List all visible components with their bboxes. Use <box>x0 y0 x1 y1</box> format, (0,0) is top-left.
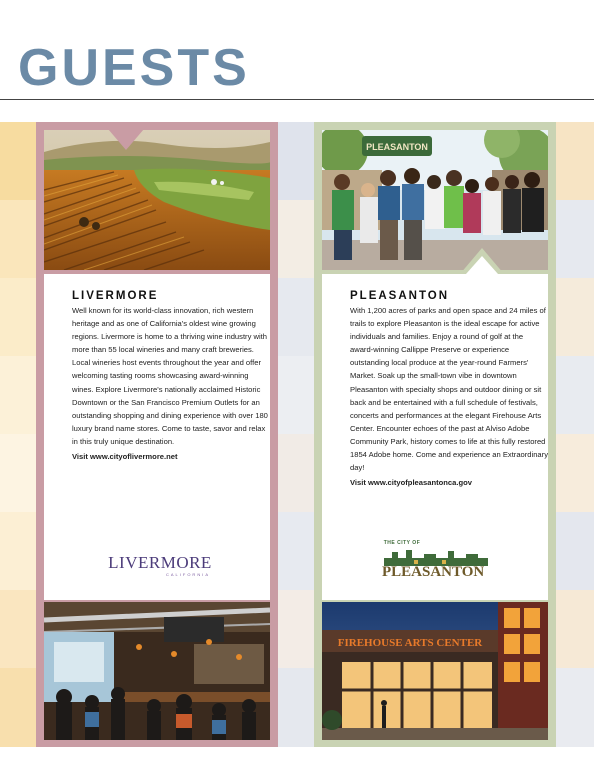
stripe-yellow-2 <box>0 200 36 278</box>
stripe-right-1 <box>556 122 594 200</box>
stripe-grey-3 <box>278 278 314 356</box>
stripe-grey-2 <box>278 200 314 278</box>
stripe-right-4 <box>556 356 594 434</box>
livermore-body <box>72 304 268 463</box>
pleasanton-body <box>350 304 548 489</box>
stripe-yellow-1 <box>0 122 36 200</box>
stripe-grey-8 <box>278 668 314 747</box>
pleasanton-body-text: With 1,200 acres of parks and open space and 24 miles of trails to explore Pleasanton is the ideal escape for active individuals and families. Enjoy a round of golf at the award-winning Callippe Preserve or experience outstanding local produce at the year-round Farmers' Market. Soak up the small-town vibe in downtown Pleasanton with specialty shops and outdoor dining or sit back and be entertained with a full schedule of festivals, concerts and performances at the elegant Firehouse Arts Center. Encounter echoes of the past at Alviso Adobe Community Park, history comes to life at this fully restored 1854 Adobe home. Come and experience an Extraordinary day! <box>350 306 548 473</box>
pleasanton-notch <box>460 246 504 274</box>
stripe-right-3 <box>556 278 594 356</box>
firehouse-photo <box>322 602 548 740</box>
stripe-yellow-3 <box>0 278 36 356</box>
stripe-grey-7 <box>278 590 314 668</box>
stripe-right-5 <box>556 434 594 512</box>
livermore-logo-text: LIVERMORE <box>108 553 212 572</box>
pleasanton-logo <box>382 540 492 584</box>
firehouse-sign: FIREHOUSE ARTS CENTER <box>337 637 483 649</box>
page-title: GUESTS <box>18 39 250 97</box>
pleasanton-website-link[interactable]: Visit www.cityofpleasantonca.gov <box>350 478 472 488</box>
pleasanton-heading: PLEASANTON <box>350 290 450 302</box>
livermore-logo-sub: CALIFORNIA <box>165 572 210 577</box>
downtown-group-photo <box>322 130 548 270</box>
stripe-grey-1 <box>278 122 314 200</box>
pleasanton-street-sign: PLEASANTON <box>366 142 428 152</box>
stripe-right-7 <box>556 590 594 668</box>
stripe-yellow-7 <box>0 590 36 668</box>
stripe-yellow-6 <box>0 512 36 590</box>
livermore-heading: LIVERMORE <box>72 290 159 302</box>
stripe-right-8 <box>556 668 594 747</box>
vineyard-photo <box>44 130 270 270</box>
livermore-body-text: Well known for its world-class innovation, rich western heritage and as one of California's oldest wine growing regions. Livermore is home to a thriving wine industry with more than 55 local wineries and many craft breweries. Local wineries host events throughout the year and offer welcoming tasting rooms showcasing award-winning wines. Explore Livermore's nationally acclaimed Historic Downtown or the San Francisco Premium Outlets for an outstanding shopping and dining experience with over 180 luxury brand name stores. Come to taste, savor and relax in this truly unique destination. <box>72 306 268 446</box>
stripe-right-2 <box>556 200 594 278</box>
stripe-right-6 <box>556 512 594 590</box>
stripe-yellow-4 <box>0 356 36 434</box>
stripe-grey-6 <box>278 512 314 590</box>
pleasanton-logo-top: THE CITY OF <box>383 540 421 546</box>
livermore-logo <box>104 554 216 578</box>
livermore-notch <box>102 122 150 154</box>
stripe-yellow-5 <box>0 434 36 512</box>
stripe-yellow-8 <box>0 668 36 747</box>
pleasanton-logo-text: PLEASANTON <box>382 564 485 580</box>
title-rule <box>0 99 594 100</box>
brewery-photo <box>44 602 270 740</box>
stripe-grey-4 <box>278 356 314 434</box>
stripe-grey-5 <box>278 434 314 512</box>
livermore-website-link[interactable]: Visit www.cityoflivermore.net <box>72 452 178 462</box>
